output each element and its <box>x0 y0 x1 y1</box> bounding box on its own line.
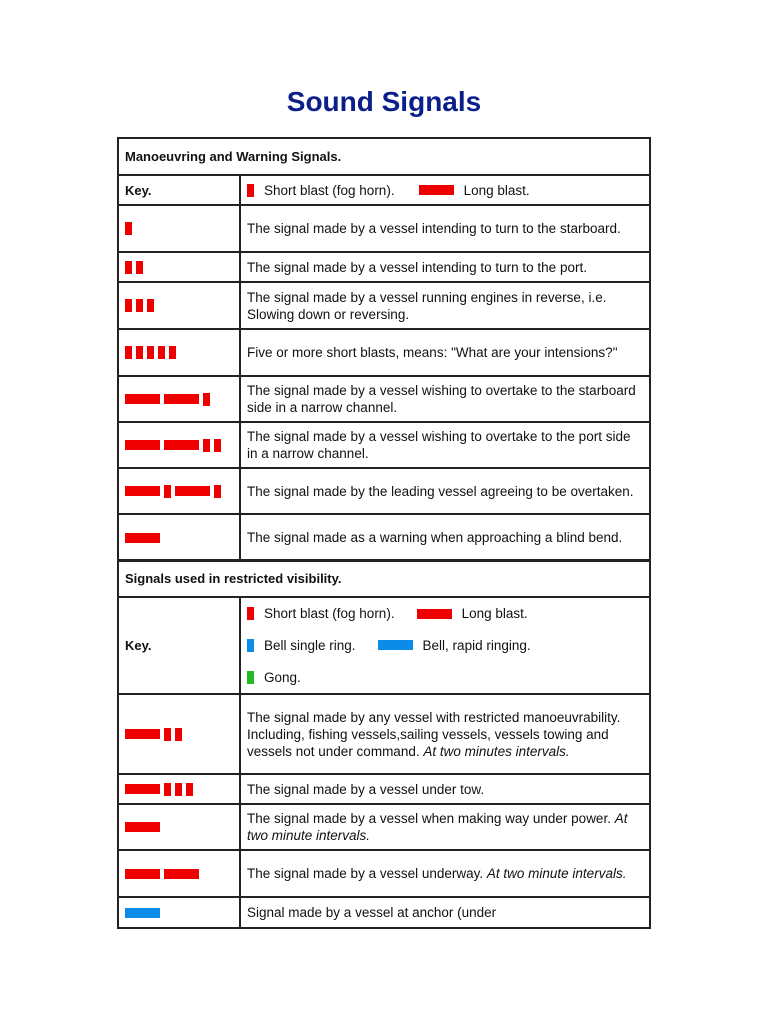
long-blast-icon <box>419 185 454 195</box>
signal-pattern <box>125 783 193 796</box>
table-row <box>119 377 649 423</box>
signal-pattern <box>125 261 143 274</box>
signal-pattern <box>125 346 176 359</box>
table-row <box>119 283 649 330</box>
short-blast-icon <box>247 184 254 197</box>
table-row <box>119 330 649 377</box>
short-blast-icon <box>247 607 254 620</box>
table-row <box>119 851 649 898</box>
signal-description: The signal made by a vessel running engines in reverse, i.e. Slowing down or reversing. <box>247 289 607 322</box>
key-long-label: Long blast. <box>463 182 530 198</box>
signal-description: Signal made by a vessel at anchor (under <box>247 905 497 920</box>
section-heading: Signals used in restricted visibility. <box>125 571 342 586</box>
table-row <box>119 898 649 927</box>
signal-pattern <box>125 533 160 543</box>
key-row <box>119 176 649 206</box>
signal-pattern <box>125 908 160 918</box>
signal-description: The signal made by a vessel underway. <box>247 866 484 881</box>
table-row <box>119 775 649 805</box>
key-label: Key. <box>119 176 241 204</box>
signal-pattern <box>125 869 199 879</box>
signal-description: The signal made by a vessel intending to turn to the port. <box>247 259 587 275</box>
table-row <box>119 423 649 469</box>
page-title: Sound Signals <box>286 86 482 117</box>
signal-pattern <box>125 393 210 406</box>
signal-description: The signal made by a vessel under tow. <box>247 781 485 797</box>
signal-description: The signal made as a warning when approaching a blind bend. <box>247 530 623 545</box>
signal-note: At two minutes intervals. <box>423 743 570 759</box>
manoeuvring-signals-table <box>117 137 651 562</box>
signal-description: The signal made by the leading vessel agreeing to be overtaken. <box>247 483 634 499</box>
long-blast-icon <box>417 609 452 619</box>
table-row <box>119 695 649 775</box>
signal-description: The signal made by a vessel wishing to overtake to the port side in a narrow channel. <box>247 429 631 461</box>
signal-pattern <box>125 439 221 452</box>
section-heading: Manoeuvring and Warning Signals. <box>125 149 342 164</box>
signal-pattern <box>125 728 182 741</box>
table-row <box>119 469 649 515</box>
signal-pattern <box>125 299 154 312</box>
key-bell-rapid-label: Bell, rapid ringing. <box>422 637 531 653</box>
key-short-label: Short blast (fog horn). <box>264 606 395 622</box>
key-short-label: Short blast (fog horn). <box>264 182 395 198</box>
signal-description: The signal made by any vessel with restricted manoeuvrability. Including, fishing vessels,sailing vessels, vessels towing and vessels not under command. <box>247 709 621 759</box>
gong-icon <box>247 671 254 684</box>
bell-rapid-icon <box>378 640 413 650</box>
key-long-label: Long blast. <box>461 606 528 622</box>
table-heading-row <box>119 561 649 598</box>
key-row <box>119 598 649 695</box>
table-heading-row <box>119 139 649 176</box>
key-bell-single-label: Bell single ring. <box>264 637 356 653</box>
signal-description: The signal made by a vessel wishing to overtake to the starboard side in a narrow channel. <box>247 383 636 415</box>
signal-pattern <box>125 822 160 832</box>
table-row <box>119 206 649 253</box>
signal-description: The signal made by a vessel intending to turn to the starboard. <box>247 221 621 236</box>
key-gong-label: Gong. <box>264 669 301 685</box>
table-row <box>119 805 649 851</box>
signal-pattern <box>125 222 132 235</box>
signal-pattern <box>125 485 221 498</box>
table-row <box>119 253 649 283</box>
signal-description: The signal made by a vessel when making way under power. <box>247 811 611 826</box>
key-label: Key. <box>119 598 241 693</box>
bell-single-icon <box>247 639 254 652</box>
signal-description: Five or more short blasts, means: "What are your intensions?" <box>247 345 618 360</box>
table-row <box>119 515 649 560</box>
signal-note: At two minute intervals. <box>247 811 628 843</box>
signal-note: At two minute intervals. <box>486 866 627 881</box>
restricted-visibility-table <box>117 559 651 929</box>
